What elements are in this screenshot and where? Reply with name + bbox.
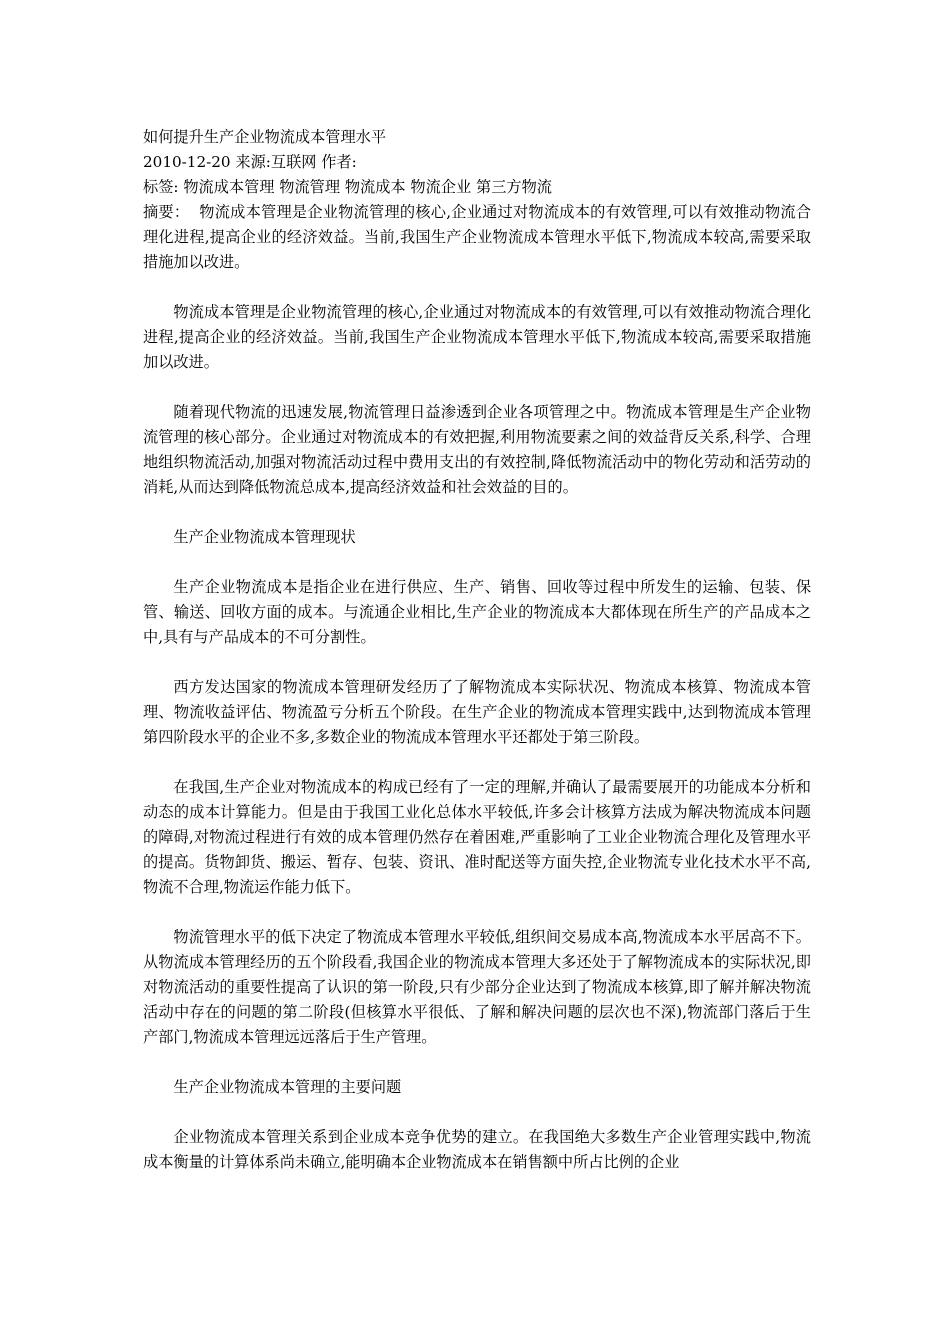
document-page <box>143 125 811 1200</box>
section-heading-status: 生产企业物流成本管理现状 <box>173 528 356 546</box>
body-paragraph-6: 物流管理水平的低下决定了物流成本管理水平较低,组织间交易成本高,物流成本水平居高不下。从物流成本管理经历的五个阶段看,我国企业的物流成本管理大多还处于了解物流成本的实际状况,即对物流活动的重要性提高了认识的第一阶段,只有少部分企业达到了物流成本核算,即了解并解决物流活动中存在的问题的第二阶段(但核算水平很低、了解和解决问题的层次也不深),物流部门落后于生产部门,物流成本管理远远落后于生产管理。 <box>143 928 811 1046</box>
abstract-text: 物流成本管理是企业物流管理的核心,企业通过对物流成本的有效管理,可以有效推动物流合理化进程,提高企业的经济效益。当前,我国生产企业物流成本管理水平低下,物流成本较高,需要采取措施加以改进。 <box>143 203 812 271</box>
article-abstract <box>143 200 811 275</box>
article-tags: 标签: 物流成本管理 物流管理 物流成本 物流企业 第三方物流 <box>143 178 552 196</box>
abstract-label: 摘要： <box>143 203 190 221</box>
body-paragraph-4: 西方发达国家的物流成本管理研发经历了了解物流成本实际状况、物流成本核算、物流成本管理、物流收益评估、物流盈亏分析五个阶段。在生产企业的物流成本管理实践中,达到物流成本管理第四阶段水平的企业不多,多数企业的物流成本管理水平还都处于第三阶段。 <box>143 678 811 746</box>
body-paragraph-7: 企业物流成本管理关系到企业成本竞争优势的建立。在我国绝大多数生产企业管理实践中,物流成本衡量的计算体系尚未确立,能明确本企业物流成本在销售额中所占比例的企业 <box>143 1128 811 1171</box>
section-heading-problems: 生产企业物流成本管理的主要问题 <box>173 1078 402 1096</box>
body-paragraph-3: 生产企业物流成本是指企业在进行供应、生产、销售、回收等过程中所发生的运输、包装、保管、输送、回收方面的成本。与流通企业相比,生产企业的物流成本大都体现在所生产的产品成本之中,具有与产品成本的不可分割性。 <box>143 578 811 646</box>
body-paragraph-1: 物流成本管理是企业物流管理的核心,企业通过对物流成本的有效管理,可以有效推动物流合理化进程,提高企业的经济效益。当前,我国生产企业物流成本管理水平低下,物流成本较高,需要采取措施加以改进。 <box>143 303 811 371</box>
body-paragraph-2: 随着现代物流的迅速发展,物流管理日益渗透到企业各项管理之中。物流成本管理是生产企业物流管理的核心部分。企业通过对物流成本的有效把握,利用物流要素之间的效益背反关系,科学、合理地组织物流活动,加强对物流活动过程中费用支出的有效控制,降低物流活动中的物化劳动和活劳动的消耗,从而达到降低物流总成本,提高经济效益和社会效益的目的。 <box>143 403 811 496</box>
article-title: 如何提升生产企业物流成本管理水平 <box>143 128 386 146</box>
article-dateline: 2010-12-20 来源:互联网 作者: <box>143 153 357 171</box>
body-paragraph-5: 在我国,生产企业对物流成本的构成已经有了一定的理解,并确认了最需要展开的功能成本分析和动态的成本计算能力。但是由于我国工业化总体水平较低,许多会计核算方法成为解决物流成本问题的障碍,对物流过程进行有效的成本管理仍然存在着困难,严重影响了工业企业物流合理化及管理水平的提高。货物卸货、搬运、暂存、包装、资讯、准时配送等方面失控,企业物流专业化技术水平不高,物流不合理,物流运作能力低下。 <box>143 778 811 896</box>
